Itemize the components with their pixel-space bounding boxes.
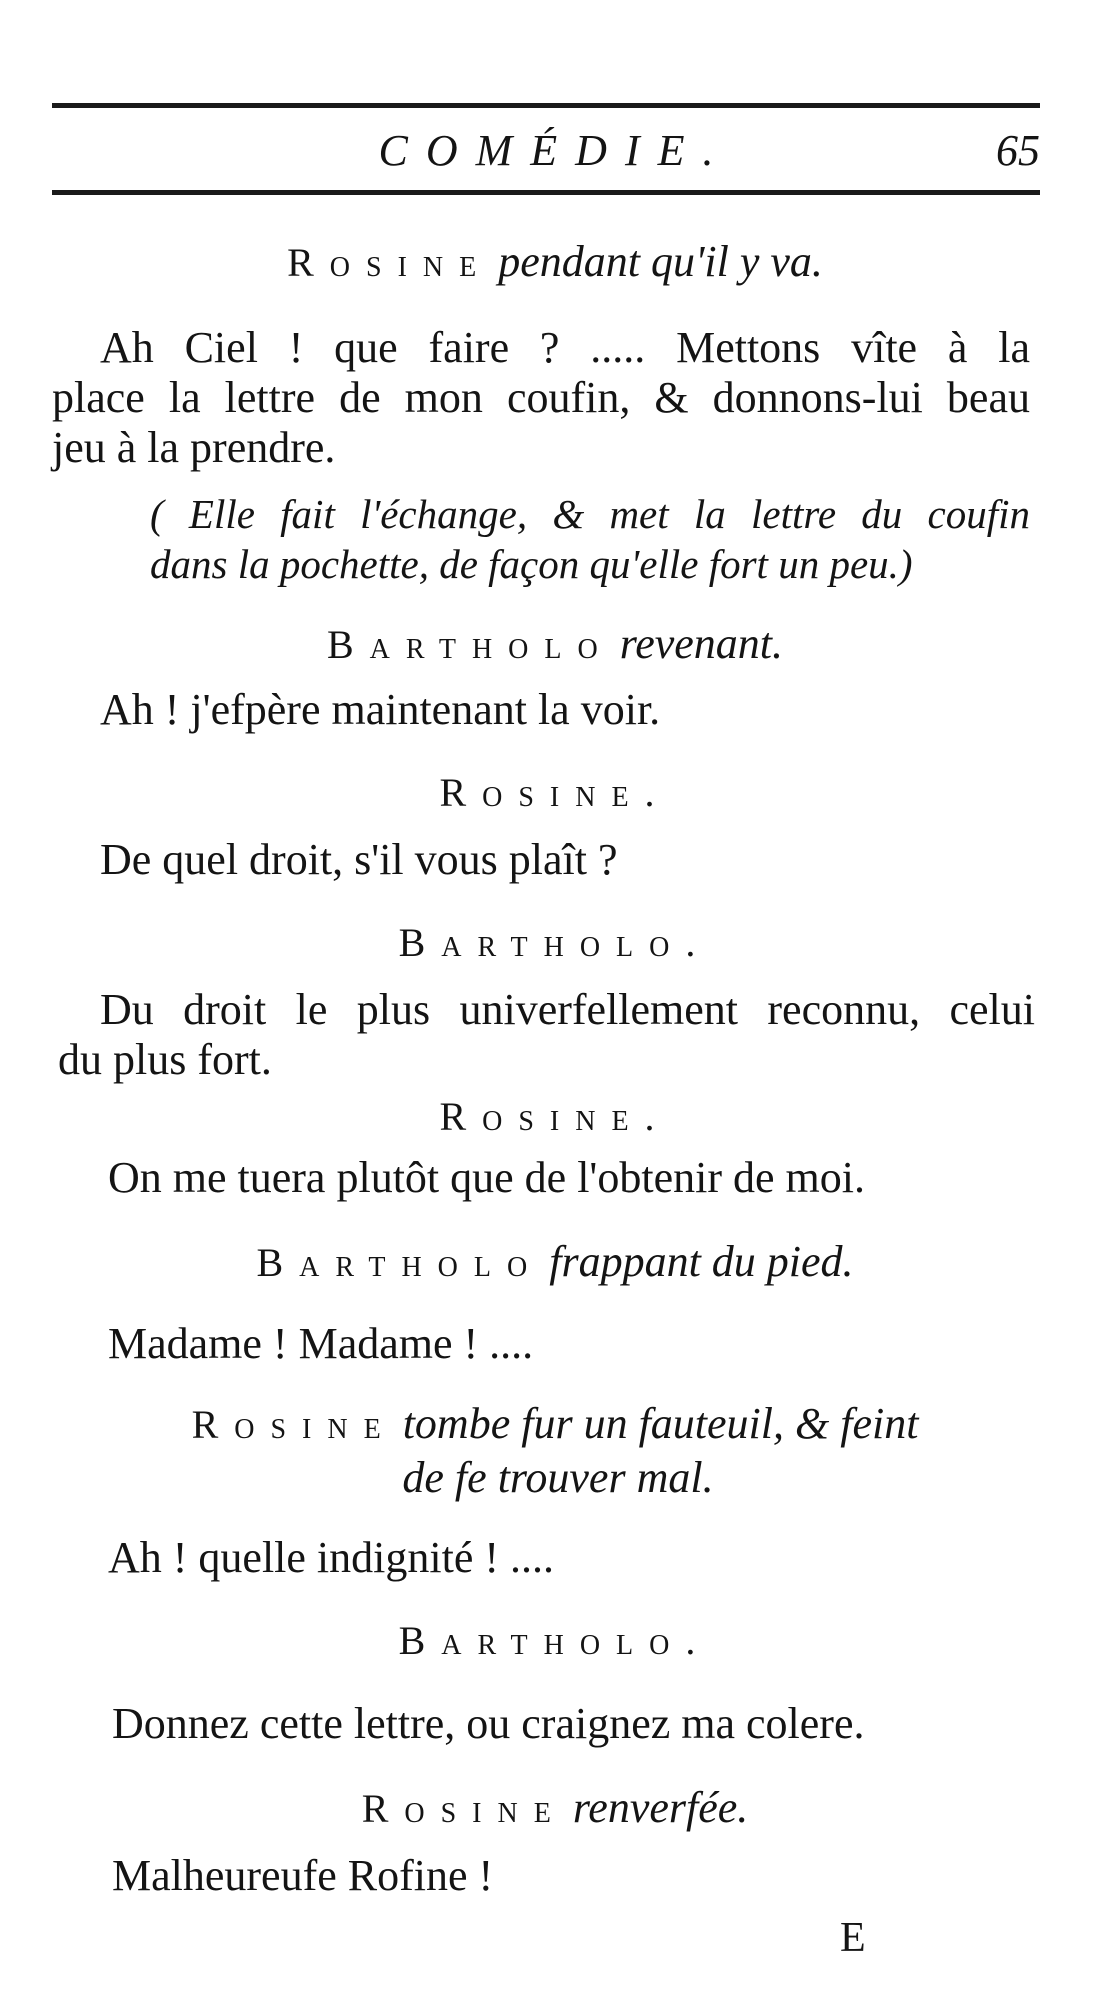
dialogue-line: Ah Ciel ! que faire ? ..... Mettons vîte à la <box>100 323 1030 372</box>
speaker-heading <box>0 1398 1110 1451</box>
header-rule-bottom <box>52 190 1040 195</box>
stage-direction: pendant qu'il y va. <box>498 237 823 286</box>
speaker-name: Bartholo. <box>398 920 712 965</box>
speaker-heading <box>0 1090 1110 1143</box>
speaker-name: Bartholo <box>326 622 614 667</box>
dialogue-line: Du droit le plus univerfellement reconnu, celui <box>100 985 1035 1034</box>
signature-mark: E <box>840 1915 866 1961</box>
speaker-heading <box>0 916 1110 969</box>
header-rule-top <box>52 103 1040 108</box>
speaker-heading <box>0 236 1110 289</box>
dialogue-line: Ah ! quelle indignité ! .... <box>108 1533 555 1582</box>
stage-direction: revenant. <box>619 619 784 668</box>
stage-direction-line: dans la pochette, de façon qu'elle fort un peu.) <box>150 541 913 587</box>
dialogue-line: du plus fort. <box>58 1035 272 1084</box>
speaker-name: Rosine <box>361 1786 567 1831</box>
dialogue-line: Madame ! Madame ! .... <box>108 1319 534 1368</box>
stage-direction-line: ( Elle fait l'échange, & met la lettre du coufin <box>150 491 1030 537</box>
speaker-name: Rosine <box>287 240 493 285</box>
stage-direction: renverfée. <box>572 1783 749 1832</box>
speaker-heading-continuation <box>0 1452 1110 1504</box>
speaker-name: Bartholo <box>256 1240 544 1285</box>
stage-direction: frappant du pied. <box>549 1237 854 1286</box>
speaker-heading <box>0 618 1110 671</box>
dialogue-line: On me tuera plutôt que de l'obtenir de moi. <box>108 1153 865 1202</box>
speaker-name: Rosine. <box>439 770 671 815</box>
speaker-name: Rosine. <box>439 1094 671 1139</box>
dialogue-line: place la lettre de mon coufin, & donnons-lui beau <box>52 373 1030 422</box>
dialogue-line: Ah ! j'efpère maintenant la voir. <box>100 685 661 734</box>
dialogue-line: Donnez cette lettre, ou craignez ma colere. <box>112 1699 865 1748</box>
speaker-heading <box>0 1782 1110 1835</box>
running-title: COMÉDIE. <box>378 126 732 175</box>
speaker-heading <box>0 1236 1110 1289</box>
page-number: 65 <box>996 126 1040 175</box>
dialogue-line: jeu à la prendre. <box>52 423 336 472</box>
dialogue-line: Malheureufe Rofine ! <box>112 1851 494 1900</box>
stage-direction: tombe fur un fauteuil, & feint <box>402 1399 919 1448</box>
speaker-heading <box>0 766 1110 819</box>
speaker-name: Rosine <box>191 1402 397 1447</box>
stage-direction: de fe trouver mal. <box>402 1453 714 1502</box>
speaker-name: Bartholo. <box>398 1618 712 1663</box>
dialogue-line: De quel droit, s'il vous plaît ? <box>100 835 618 884</box>
speaker-heading <box>0 1614 1110 1667</box>
